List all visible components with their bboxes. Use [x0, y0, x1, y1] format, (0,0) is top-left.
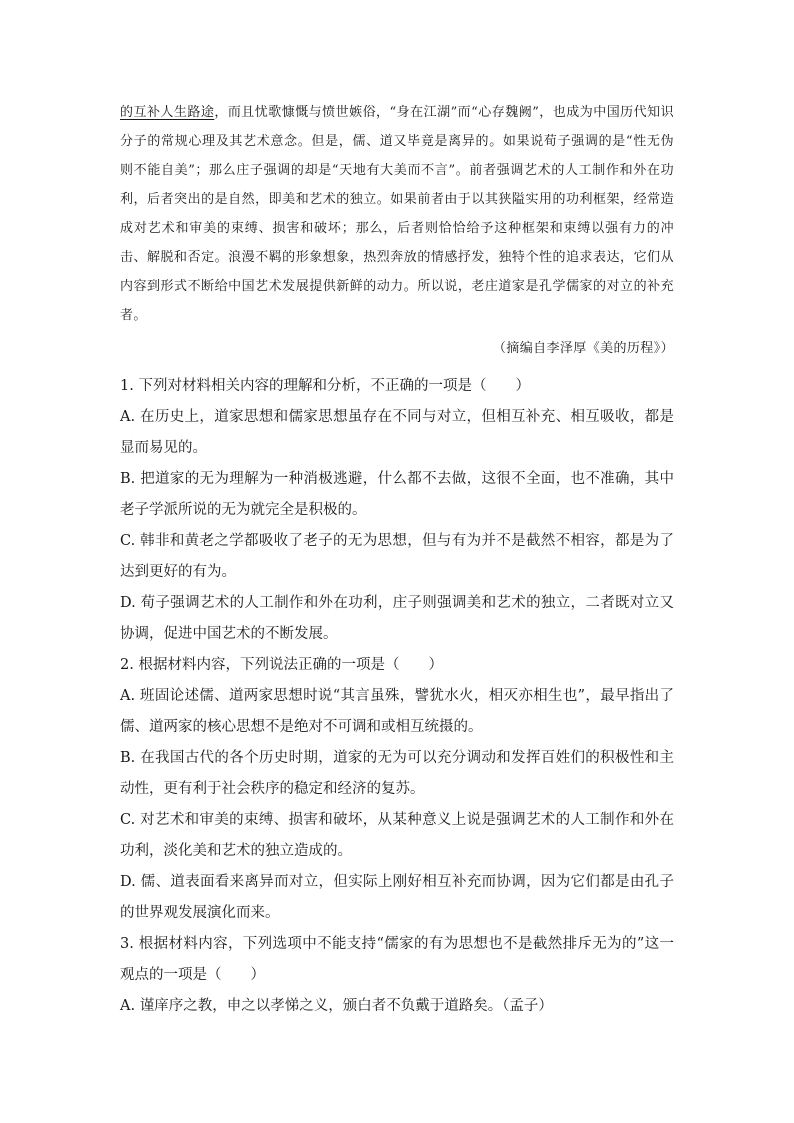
option-a: A. 谨庠序之教，申之以孝悌之义，颁白者不负戴于道路矣。（孟子）: [120, 998, 553, 1014]
underlined-phrase: 的互补人生路途: [120, 105, 215, 120]
option-c: C. 对艺术和审美的束缚、损害和破坏，从某种意义上说是强调艺术的人工制作和外在功利，淡化美和艺术的独立造成的。: [120, 812, 674, 859]
reading-passage: [120, 98, 674, 363]
question-stem: 1. 下列对材料相关内容的理解和分析，不正确的一项是（ ）: [120, 378, 530, 394]
option-c: C. 韩非和黄老之学都吸收了老子的无为思想，但与有为并不是截然不相容，都是为了达到更好的有为。: [120, 533, 674, 580]
option-a: A. 在历史上，道家思想和儒家思想虽存在不同与对立，但相互补充、相互吸收，都是显而易见的。: [120, 409, 674, 456]
question-stem: 3. 根据材料内容，下列选项中不能支持“儒家的有为思想也不是截然排斥无为的”这一观点的一项是（ ）: [120, 936, 674, 983]
passage-text: ，而且忧歌慷慨与愤世嫉俗，“身在江湖”而“心存魏阙”，也成为中国历代知识分子的常规心理及其艺术意念。但是，儒、道又毕竟是离异的。如果说荀子强调的是“性无伪则不能自美”；那么庄子强调的却是“天地有大美而不言”。前者强调艺术的人工制作和外在功利，后者突出的是自然，即美和艺术的独立。如果前者由于以其狭隘实用的功利框架，经常造成对艺术和审美的束缚、损害和破坏；那么，后者则恰恰给予这种框架和束缚以强有力的冲击、解脱和否定。浪漫不羁的形象想象，热烈奔放的情感抒发，独特个性的追求表达，它们从内容到形式不断给中国艺术发展提供新鲜的动力。所以说，老庄道家是孔学儒家的对立的补充者。: [120, 105, 674, 323]
option-b: B. 把道家的无为理解为一种消极逃避，什么都不去做，这很不全面，也不准确，其中老子学派所说的无为就完全是积极的。: [120, 471, 674, 518]
option-b: B. 在我国古代的各个历史时期，道家的无为可以充分调动和发挥百姓们的积极性和主动性，更有利于社会秩序的稳定和经济的复苏。: [120, 750, 674, 797]
passage-paragraph: [120, 98, 674, 330]
option-a: A. 班固论述儒、道两家思想时说“其言虽殊，譬犹水火，相灭亦相生也”，最早指出了儒、道两家的核心思想不是绝对不可调和或相互统摄的。: [120, 688, 674, 735]
question-stem: 2. 根据材料内容，下列说法正确的一项是（ ）: [120, 657, 443, 673]
question-1: [120, 371, 674, 650]
option-d: D. 荀子强调艺术的人工制作和外在功利，庄子则强调美和艺术的独立，二者既对立又协调，促进中国艺术的不断发展。: [120, 595, 674, 642]
passage-source: （摘编自李泽厚《美的历程》）: [492, 341, 674, 356]
question-2: [120, 650, 674, 929]
option-d: D. 儒、道表面看来离异而对立，但实际上刚好相互补充而协调，因为它们都是由孔子的世界观发展演化而来。: [120, 874, 674, 921]
question-3: [120, 929, 674, 1022]
